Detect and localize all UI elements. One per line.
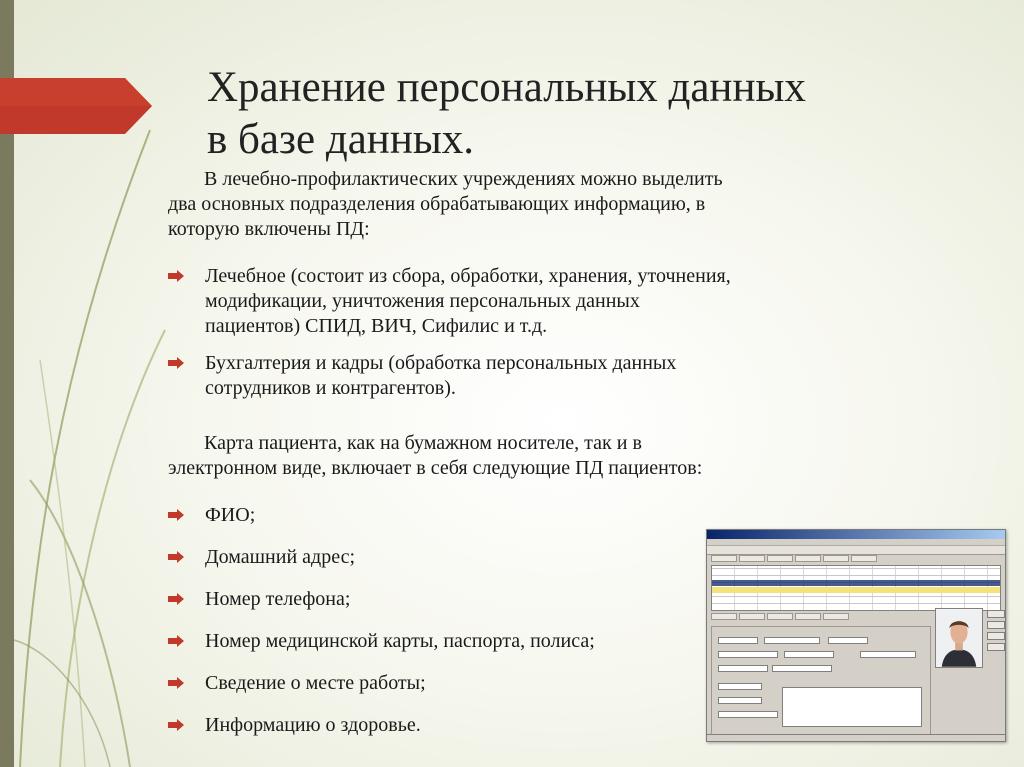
arrow-right-icon xyxy=(168,635,184,647)
intro-line-2: два основных подразделения обрабатывающих информацию, в xyxy=(168,193,706,215)
arrow-right-icon xyxy=(168,509,184,521)
list-item: ФИО; xyxy=(168,503,908,545)
app-side-buttons xyxy=(987,610,1005,654)
app-titlebar xyxy=(707,530,1005,539)
arrow-right-icon xyxy=(168,593,184,605)
list-item: Сведение о месте работы; xyxy=(168,671,908,713)
patient-form xyxy=(711,626,931,738)
list-item: Домашний адрес; xyxy=(168,545,908,587)
arrow-right-icon xyxy=(168,270,184,282)
title-arrow-icon xyxy=(0,78,152,134)
card-line-2: электронном виде, включает в себя следующие ПД пациентов: xyxy=(168,457,703,479)
intro-line-1: В лечебно-профилактических учреждениях можно выделить xyxy=(204,168,723,190)
person-photo-icon xyxy=(936,609,982,667)
list-item: Информацию о здоровье. xyxy=(168,713,908,755)
patient-card-paragraph xyxy=(168,431,908,481)
arrow-right-icon xyxy=(168,719,184,731)
arrow-right-icon xyxy=(168,677,184,689)
list-item: Лечебное (состоит из сбора, обработки, хранения, уточнения, модификации, уничтожения персональных данных пациентов) СПИД, ВИЧ, Сифилис и т.д. xyxy=(168,264,908,339)
intro-line-3: которую включены ПД: xyxy=(168,218,370,240)
departments-list xyxy=(168,264,908,413)
arrow-right-icon xyxy=(168,551,184,563)
patient-records-grid xyxy=(711,565,1001,611)
list-item: Бухгалтерия и кадры (обработка персональных данных сотрудников и контрагентов). xyxy=(168,351,908,401)
medical-app-screenshot xyxy=(706,529,1006,742)
list-item: Номер телефона; xyxy=(168,587,908,629)
intro-paragraph xyxy=(168,167,908,242)
app-toolbar xyxy=(707,546,1005,555)
app-statusbar xyxy=(707,734,1005,741)
app-tabs xyxy=(707,555,1005,563)
title-line-1: Хранение персональных данных xyxy=(207,64,806,111)
arrow-right-icon xyxy=(168,357,184,369)
slide-title xyxy=(207,62,987,166)
app-menubar xyxy=(707,539,1005,546)
list-item: Номер медицинской карты, паспорта, полиса; xyxy=(168,629,908,671)
patient-photo xyxy=(935,608,983,668)
title-line-2: в базе данных. xyxy=(207,116,474,163)
card-line-1: Карта пациента, как на бумажном носителе, так и в xyxy=(204,432,642,454)
